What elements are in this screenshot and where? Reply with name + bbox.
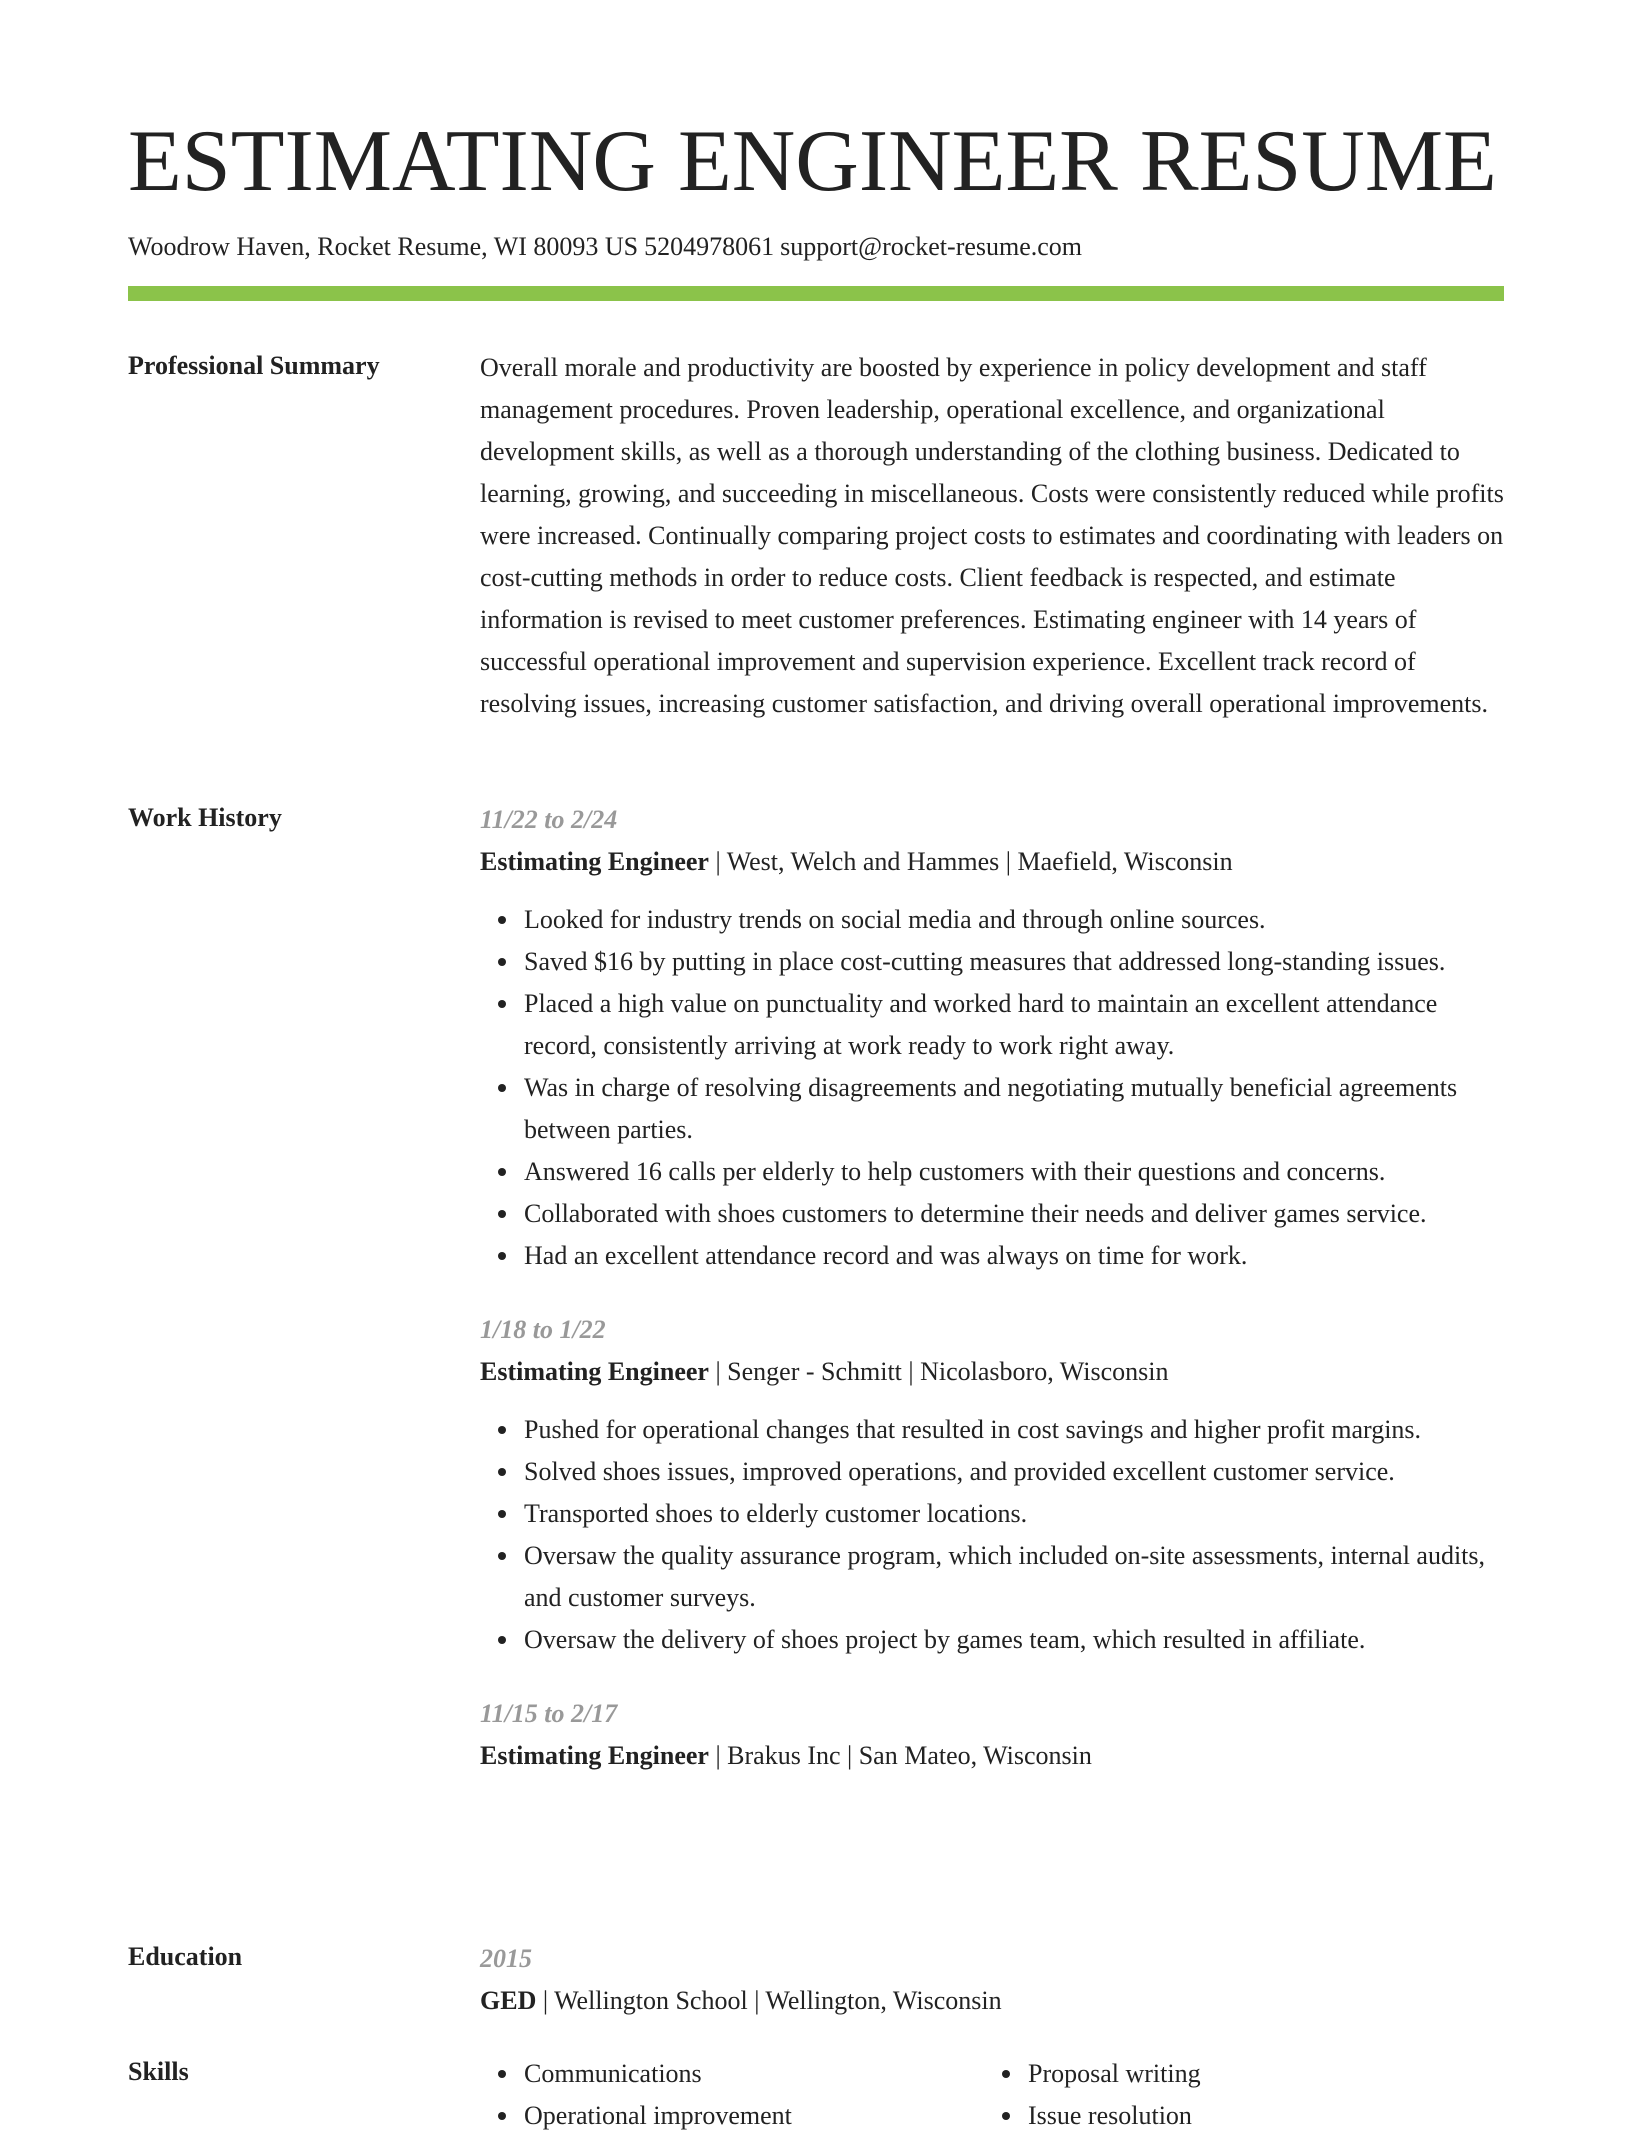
job-title: Estimating Engineer — [480, 1741, 709, 1770]
education-label: Education — [128, 1942, 243, 1971]
job-bullet: Had an excellent attendance record and was always on time for work. — [524, 1235, 1504, 1277]
skills-body — [480, 2053, 1504, 2137]
job-bullet: Transported shoes to elderly customer locations. — [524, 1493, 1504, 1535]
skill-item: Proposal writing — [1028, 2053, 1488, 2095]
education-degree: GED — [480, 1986, 537, 2015]
work-history-body — [480, 799, 1504, 1777]
skill-item: Issue resolution — [1028, 2095, 1488, 2137]
education-body — [480, 1938, 1504, 2022]
education-line — [480, 1980, 1504, 2022]
work-history-label: Work History — [128, 803, 282, 832]
job-details: | Senger - Schmitt | Nicolasboro, Wisconsin — [708, 1357, 1169, 1386]
job-bullet: Pushed for operational changes that resulted in cost savings and higher profit margins. — [524, 1409, 1504, 1451]
job-bullet: Answered 16 calls per elderly to help customers with their questions and concerns. — [524, 1151, 1504, 1193]
summary-text: Overall morale and productivity are boosted by experience in policy development and staff management procedures. Proven leadership, operational excellence, and organizational development skills, as well as a thorough understanding of the clothing business. Dedicated to learning, growing, and succeeding in miscellaneous. Costs were consistently reduced while profits were increased. Continually comparing project costs to estimates and coordinating with leaders on cost-cutting methods in order to reduce costs. Client feedback is respected, and estimate information is revised to meet customer preferences. Estimating engineer with 14 years of successful operational improvement and supervision experience. Excellent track record of resolving issues, increasing customer satisfaction, and driving overall operational improvements. — [480, 353, 1504, 718]
contact-email[interactable]: support@rocket-resume.com — [780, 232, 1083, 261]
job-entry — [480, 1693, 1504, 1777]
job-line — [480, 841, 1504, 883]
contact-phone: 5204978061 — [644, 232, 775, 261]
job-dates: 11/15 to 2/17 — [480, 1699, 618, 1728]
job-title: Estimating Engineer — [480, 1357, 709, 1386]
education-details: | Wellington School | Wellington, Wisconsin — [536, 1986, 1002, 2015]
job-dates: 1/18 to 1/22 — [480, 1315, 606, 1344]
skill-item: Operational improvement — [524, 2095, 984, 2137]
job-bullet: Saved $16 by putting in place cost-cutting measures that addressed long-standing issues. — [524, 941, 1504, 983]
contact-address: Woodrow Haven, Rocket Resume, WI 80093 US — [128, 232, 639, 261]
summary-body — [480, 347, 1504, 725]
job-details: | West, Welch and Hammes | Maefield, Wisconsin — [708, 847, 1233, 876]
skills-label: Skills — [128, 2057, 189, 2086]
skills-list-left — [480, 2053, 984, 2137]
skill-item: Communications — [524, 2053, 984, 2095]
job-bullets — [480, 899, 1504, 1277]
job-title: Estimating Engineer — [480, 847, 709, 876]
job-bullet: Solved shoes issues, improved operations, and provided excellent customer service. — [524, 1451, 1504, 1493]
job-bullets — [480, 1409, 1504, 1661]
job-entry — [480, 799, 1504, 1277]
job-entry — [480, 1309, 1504, 1661]
job-bullet: Oversaw the delivery of shoes project by games team, which resulted in affiliate. — [524, 1619, 1504, 1661]
job-bullet: Placed a high value on punctuality and worked hard to maintain an excellent attendance record, consistently arriving at work ready to work right away. — [524, 983, 1504, 1067]
skills-grid — [480, 2053, 1504, 2137]
job-line — [480, 1351, 1504, 1393]
job-line — [480, 1735, 1504, 1777]
job-bullet: Looked for industry trends on social media and through online sources. — [524, 899, 1504, 941]
job-bullet: Collaborated with shoes customers to determine their needs and deliver games service. — [524, 1193, 1504, 1235]
resume-title: ESTIMATING ENGINEER RESUME — [128, 113, 1497, 210]
job-dates: 11/22 to 2/24 — [480, 805, 618, 834]
job-bullet: Oversaw the quality assurance program, which included on-site assessments, internal audits, and customer surveys. — [524, 1535, 1504, 1619]
contact-line — [128, 232, 1088, 262]
education-year: 2015 — [480, 1944, 532, 1973]
skills-list-right — [984, 2053, 1488, 2137]
summary-label: Professional Summary — [128, 351, 380, 380]
header-divider — [128, 286, 1504, 301]
job-bullet: Was in charge of resolving disagreements and negotiating mutually beneficial agreements between parties. — [524, 1067, 1504, 1151]
job-details: | Brakus Inc | San Mateo, Wisconsin — [708, 1741, 1092, 1770]
